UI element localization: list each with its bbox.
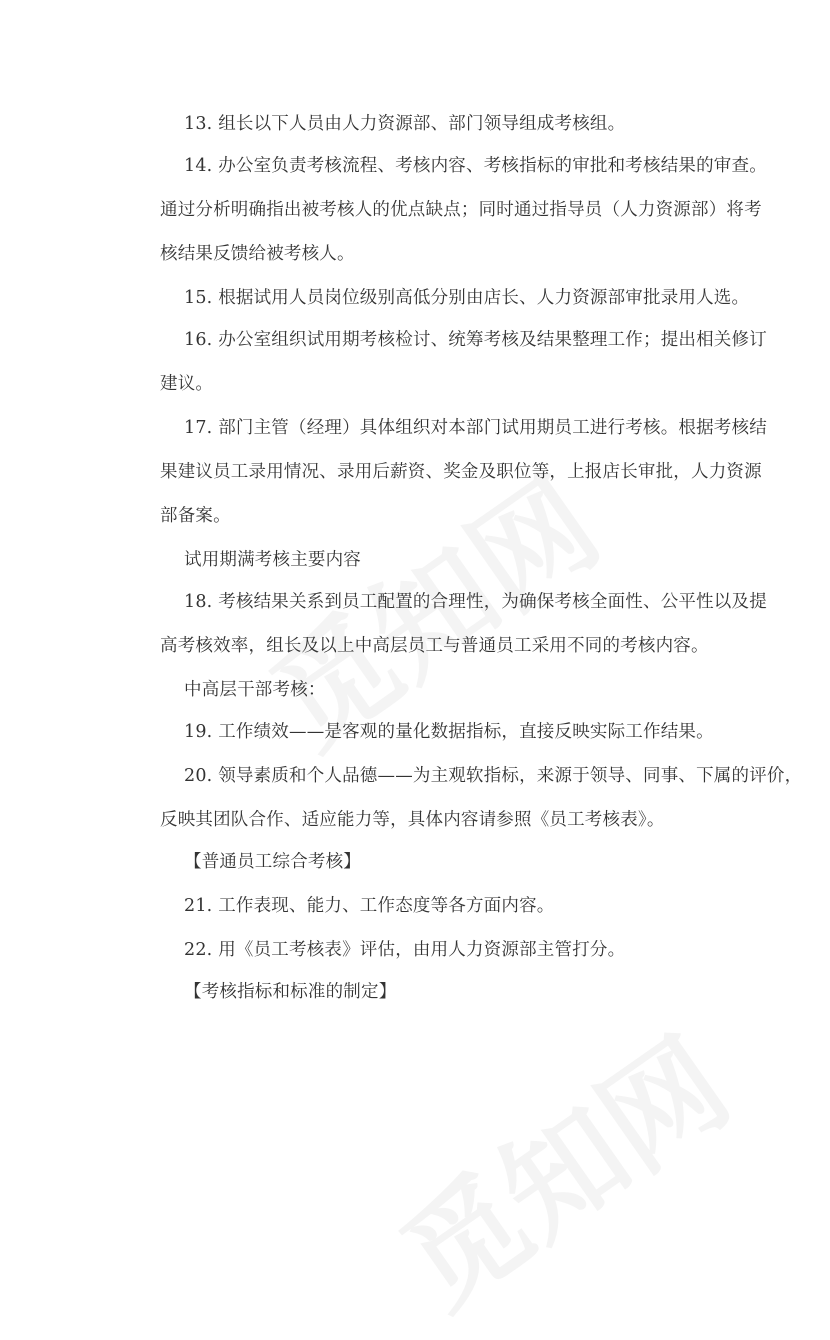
- paragraph-13: [160, 102, 750, 146]
- paragraph-16: [160, 318, 767, 406]
- text-line: 核结果反馈给被考核人。: [160, 244, 355, 264]
- text-line: 【普通员工综合考核】: [184, 852, 361, 872]
- text-line: 19. 工作绩效——是客观的量化数据指标，直接反映实际工作结果。: [184, 722, 714, 742]
- bracket-heading: [160, 840, 750, 884]
- text-line: 果建议员工录用情况、录用后薪资、奖金及职位等，上报店长审批，人力资源: [160, 462, 762, 482]
- text-line: 13. 组长以下人员由人力资源部、部门领导组成考核组。: [184, 114, 626, 134]
- text-line: 20. 领导素质和个人品德——为主观软指标，来源于领导、同事、下属的评价，: [184, 766, 803, 786]
- paragraph-18: [160, 580, 767, 668]
- section-heading: [160, 538, 750, 582]
- text-line: 高考核效率，组长及以上中高层员工与普通员工采用不同的考核内容。: [160, 636, 709, 656]
- text-line: 部备案。: [160, 506, 231, 526]
- watermark: [363, 992, 757, 1339]
- paragraph-21: [160, 884, 750, 928]
- subsection-heading: [160, 668, 750, 712]
- paragraph-19: [160, 710, 750, 754]
- paragraph-17: [160, 406, 767, 538]
- text-line: 22. 用《员工考核表》评估，由用人力资源部主管打分。: [184, 940, 626, 960]
- text-line: 反映其团队合作、适应能力等，具体内容请参照《员工考核表》。: [160, 810, 665, 830]
- paragraph-20: [160, 754, 803, 842]
- paragraph-15: [160, 276, 750, 320]
- text-line: 中高层干部考核：: [184, 680, 326, 700]
- paragraph-22: [160, 928, 750, 972]
- text-line: 18. 考核结果关系到员工配置的合理性，为确保考核全面性、公平性以及提: [184, 592, 767, 612]
- text-line: 通过分析明确指出被考核人的优点缺点；同时通过指导员（人力资源部）将考: [160, 200, 762, 220]
- text-line: 16. 办公室组织试用期考核检讨、统筹考核及结果整理工作；提出相关修订: [184, 330, 767, 350]
- text-line: 21. 工作表现、能力、工作态度等各方面内容。: [184, 896, 555, 916]
- text-line: 试用期满考核主要内容: [184, 550, 361, 570]
- text-line: 15. 根据试用人员岗位级别高低分别由店长、人力资源部审批录用人选。: [184, 288, 750, 308]
- text-line: 建议。: [160, 374, 214, 394]
- text-line: 14. 办公室负责考核流程、考核内容、考核指标的审批和考核结果的审查。: [184, 156, 767, 176]
- paragraph-14: [160, 144, 767, 276]
- text-line: 【考核指标和标准的制定】: [184, 982, 397, 1002]
- bracket-heading: [160, 970, 750, 1014]
- text-line: 17. 部门主管（经理）具体组织对本部门试用期员工进行考核。根据考核结: [184, 418, 767, 438]
